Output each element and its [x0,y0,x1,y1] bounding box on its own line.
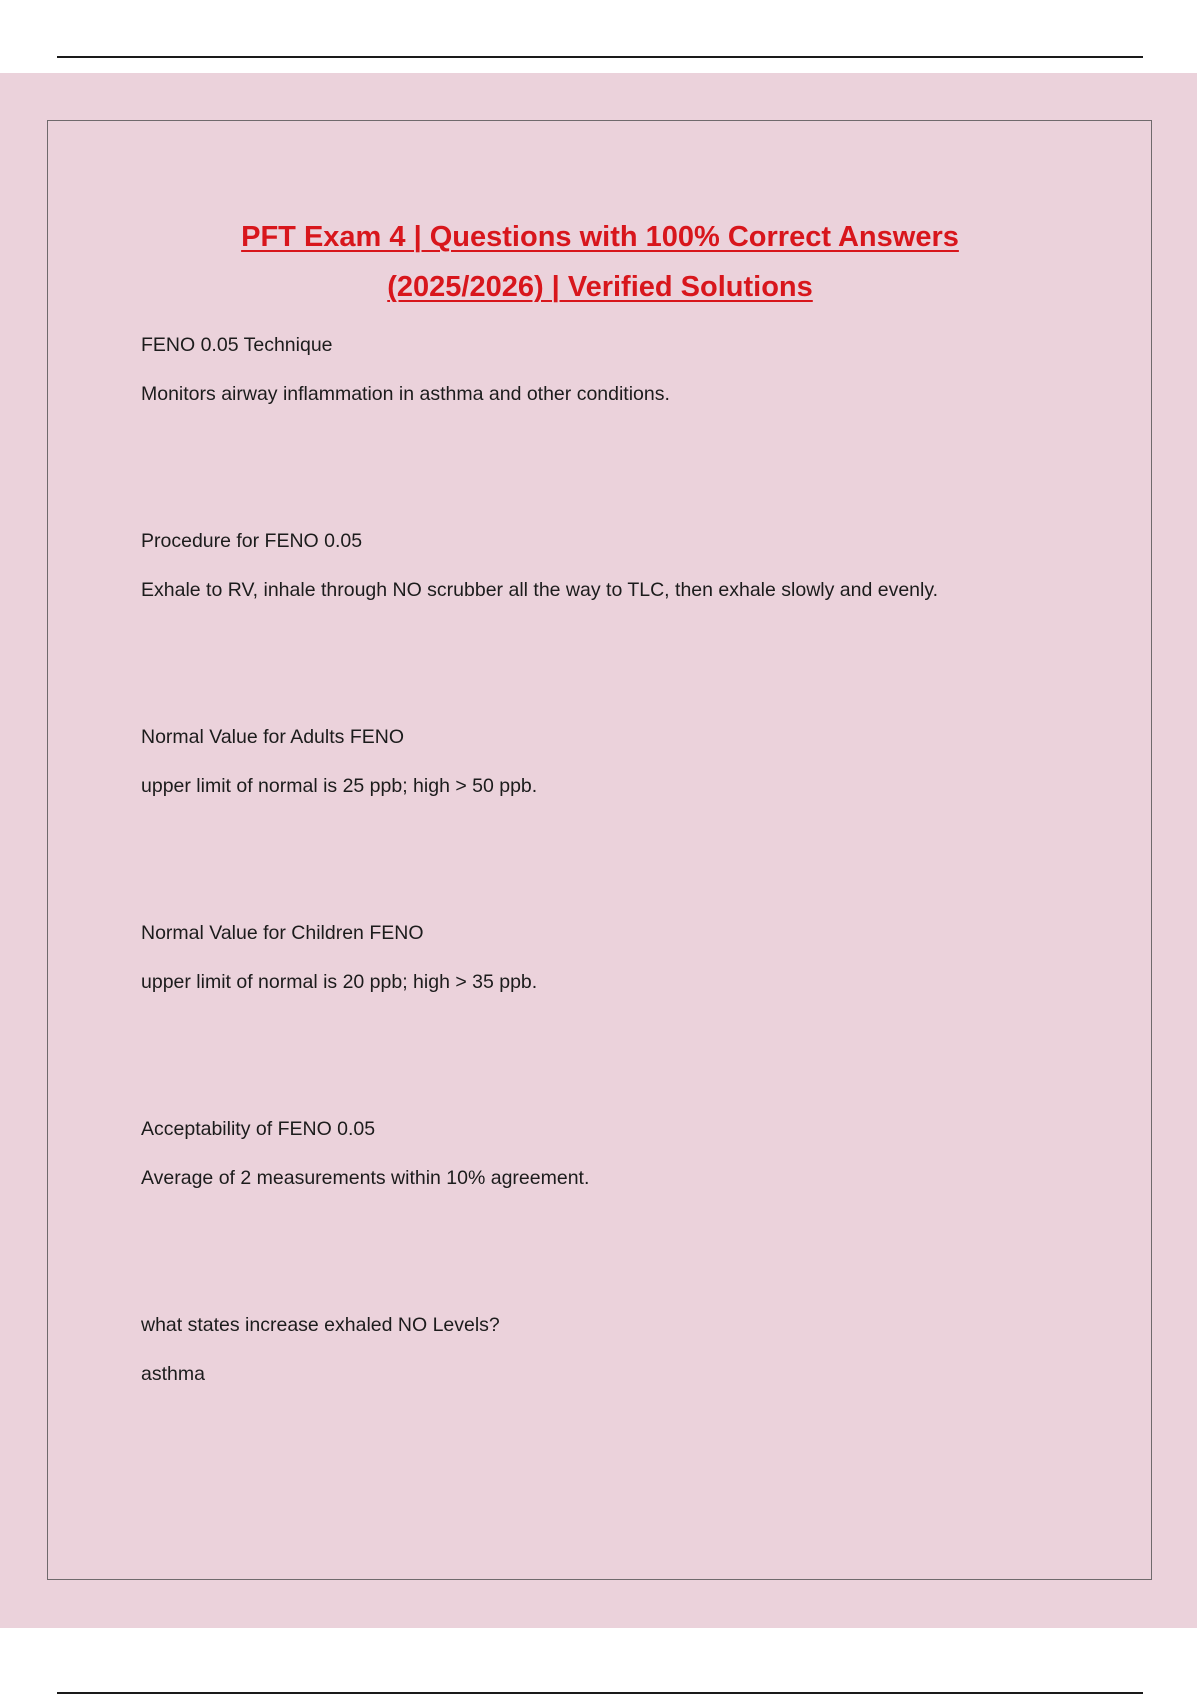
answer-text: upper limit of normal is 20 ppb; high > 35 ppb. [141,971,538,993]
question-text: Procedure for FENO 0.05 [141,530,363,552]
document-title-line-1: PFT Exam 4 | Questions with 100% Correct Answers [241,221,959,253]
question-text: Normal Value for Children FENO [141,922,424,944]
answer-text: Exhale to RV, inhale through NO scrubber all the way to TLC, then exhale slowly and evenly. [141,579,939,601]
answer-text: Average of 2 measurements within 10% agreement. [141,1167,590,1189]
answer-text: Monitors airway inflammation in asthma and other conditions. [141,383,670,405]
document-title [150,212,1050,312]
question-text: what states increase exhaled NO Levels? [141,1314,500,1336]
footer-rule [57,1692,1143,1694]
qa-item-3 [141,725,1041,798]
document-title-line-2: (2025/2026) | Verified Solutions [387,271,813,303]
header-rule [57,56,1143,58]
question-text: Acceptability of FENO 0.05 [141,1118,376,1140]
qa-item-2 [141,529,1041,602]
qa-item-6 [141,1313,1041,1386]
qa-item-4 [141,921,1041,994]
question-text: Normal Value for Adults FENO [141,726,404,748]
question-text: FENO 0.05 Technique [141,334,333,356]
answer-text: upper limit of normal is 25 ppb; high > 50 ppb. [141,775,538,797]
answer-text: asthma [141,1363,205,1385]
qa-item-1 [141,333,1041,406]
qa-item-5 [141,1117,1041,1190]
